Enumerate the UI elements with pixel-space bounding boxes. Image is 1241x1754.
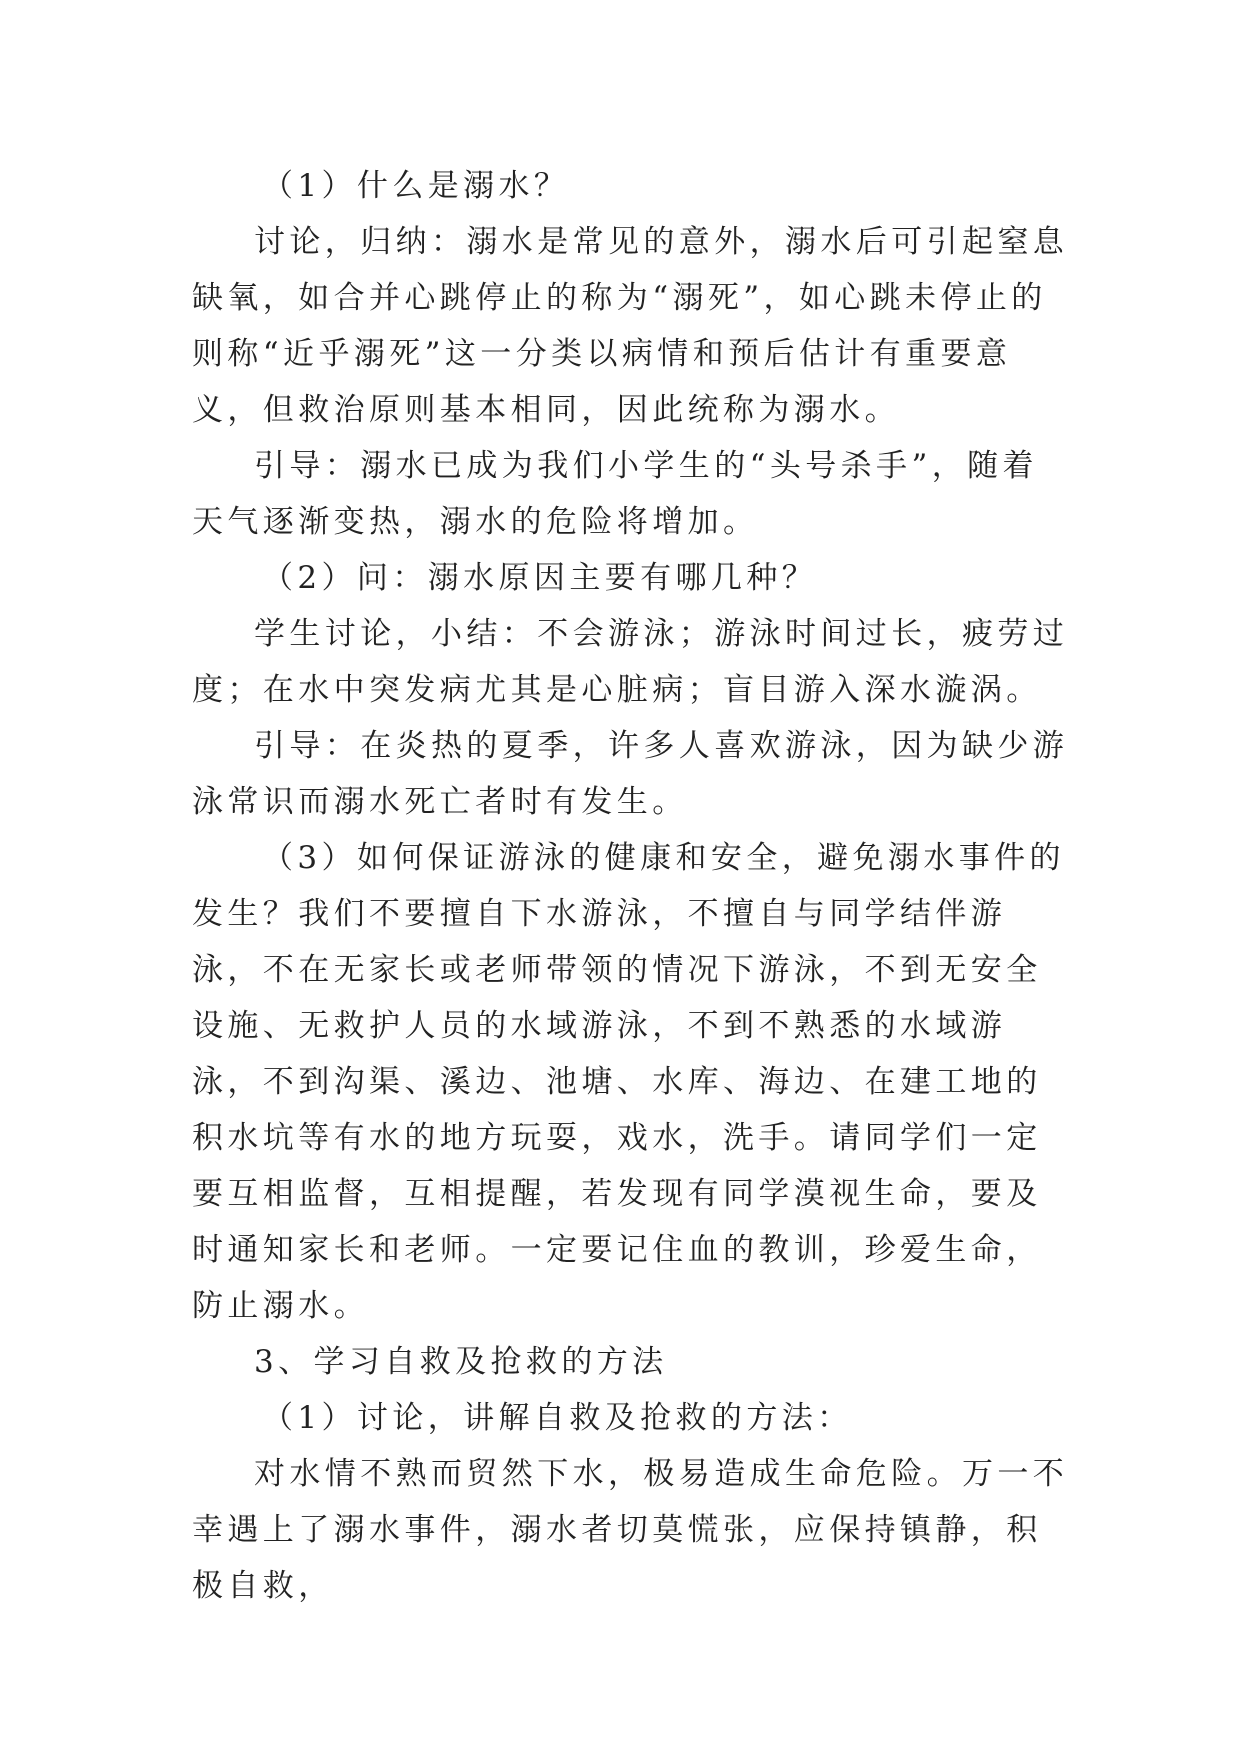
document-body xyxy=(192,158,1072,1614)
paragraph-definition: 讨论，归纳：溺水是常见的意外，溺水后可引起窒息缺氧，如合并心跳停止的称为“溺死”，如心跳未停止的则称“近乎溺死”这一分类以病情和预后估计有重要意义，但救治原则基本相同，因此统称为溺水。 xyxy=(192,224,1069,428)
section-heading-self-rescue: 3、学习自救及抢救的方法 xyxy=(254,1344,668,1380)
question-drowning-causes: （2）问：溺水原因主要有哪几种？ xyxy=(262,560,818,596)
paragraph-guidance-1: 引导：溺水已成为我们小学生的“头号杀手”，随着天气逐渐变热，溺水的危险将增加。 xyxy=(192,448,1038,540)
question-rescue-methods: （1）讨论，讲解自救及抢救的方法： xyxy=(262,1400,853,1436)
paragraph-causes-summary: 学生讨论，小结：不会游泳；游泳时间过长，疲劳过度；在水中突发病尤其是心脏病；盲目游入深水漩涡。 xyxy=(192,616,1069,708)
paragraph-guidance-2: 引导：在炎热的夏季，许多人喜欢游泳，因为缺少游泳常识而溺水死亡者时有发生。 xyxy=(192,728,1069,820)
paragraph-safety-rules: （3）如何保证游泳的健康和安全，避免溺水事件的发生？我们不要擅自下水游泳，不擅自与同学结伴游泳，不在无家长或老师带领的情况下游泳，不到无安全设施、无救护人员的水域游泳，不到不熟悉的水域游泳，不到沟渠、溪边、池塘、水库、海边、在建工地的积水坑等有水的地方玩耍，戏水，洗手。请同学们一定要互相监督，互相提醒，若发现有同学漠视生命，要及时通知家长和老师。一定要记住血的教训，珍爱生命，防止溺水。 xyxy=(192,840,1065,1324)
question-what-is-drowning: （1）什么是溺水？ xyxy=(262,168,570,204)
paragraph-self-rescue: 对水情不熟而贸然下水，极易造成生命危险。万一不幸遇上了溺水事件，溺水者切莫慌张，应保持镇静，积极自救， xyxy=(192,1456,1069,1604)
